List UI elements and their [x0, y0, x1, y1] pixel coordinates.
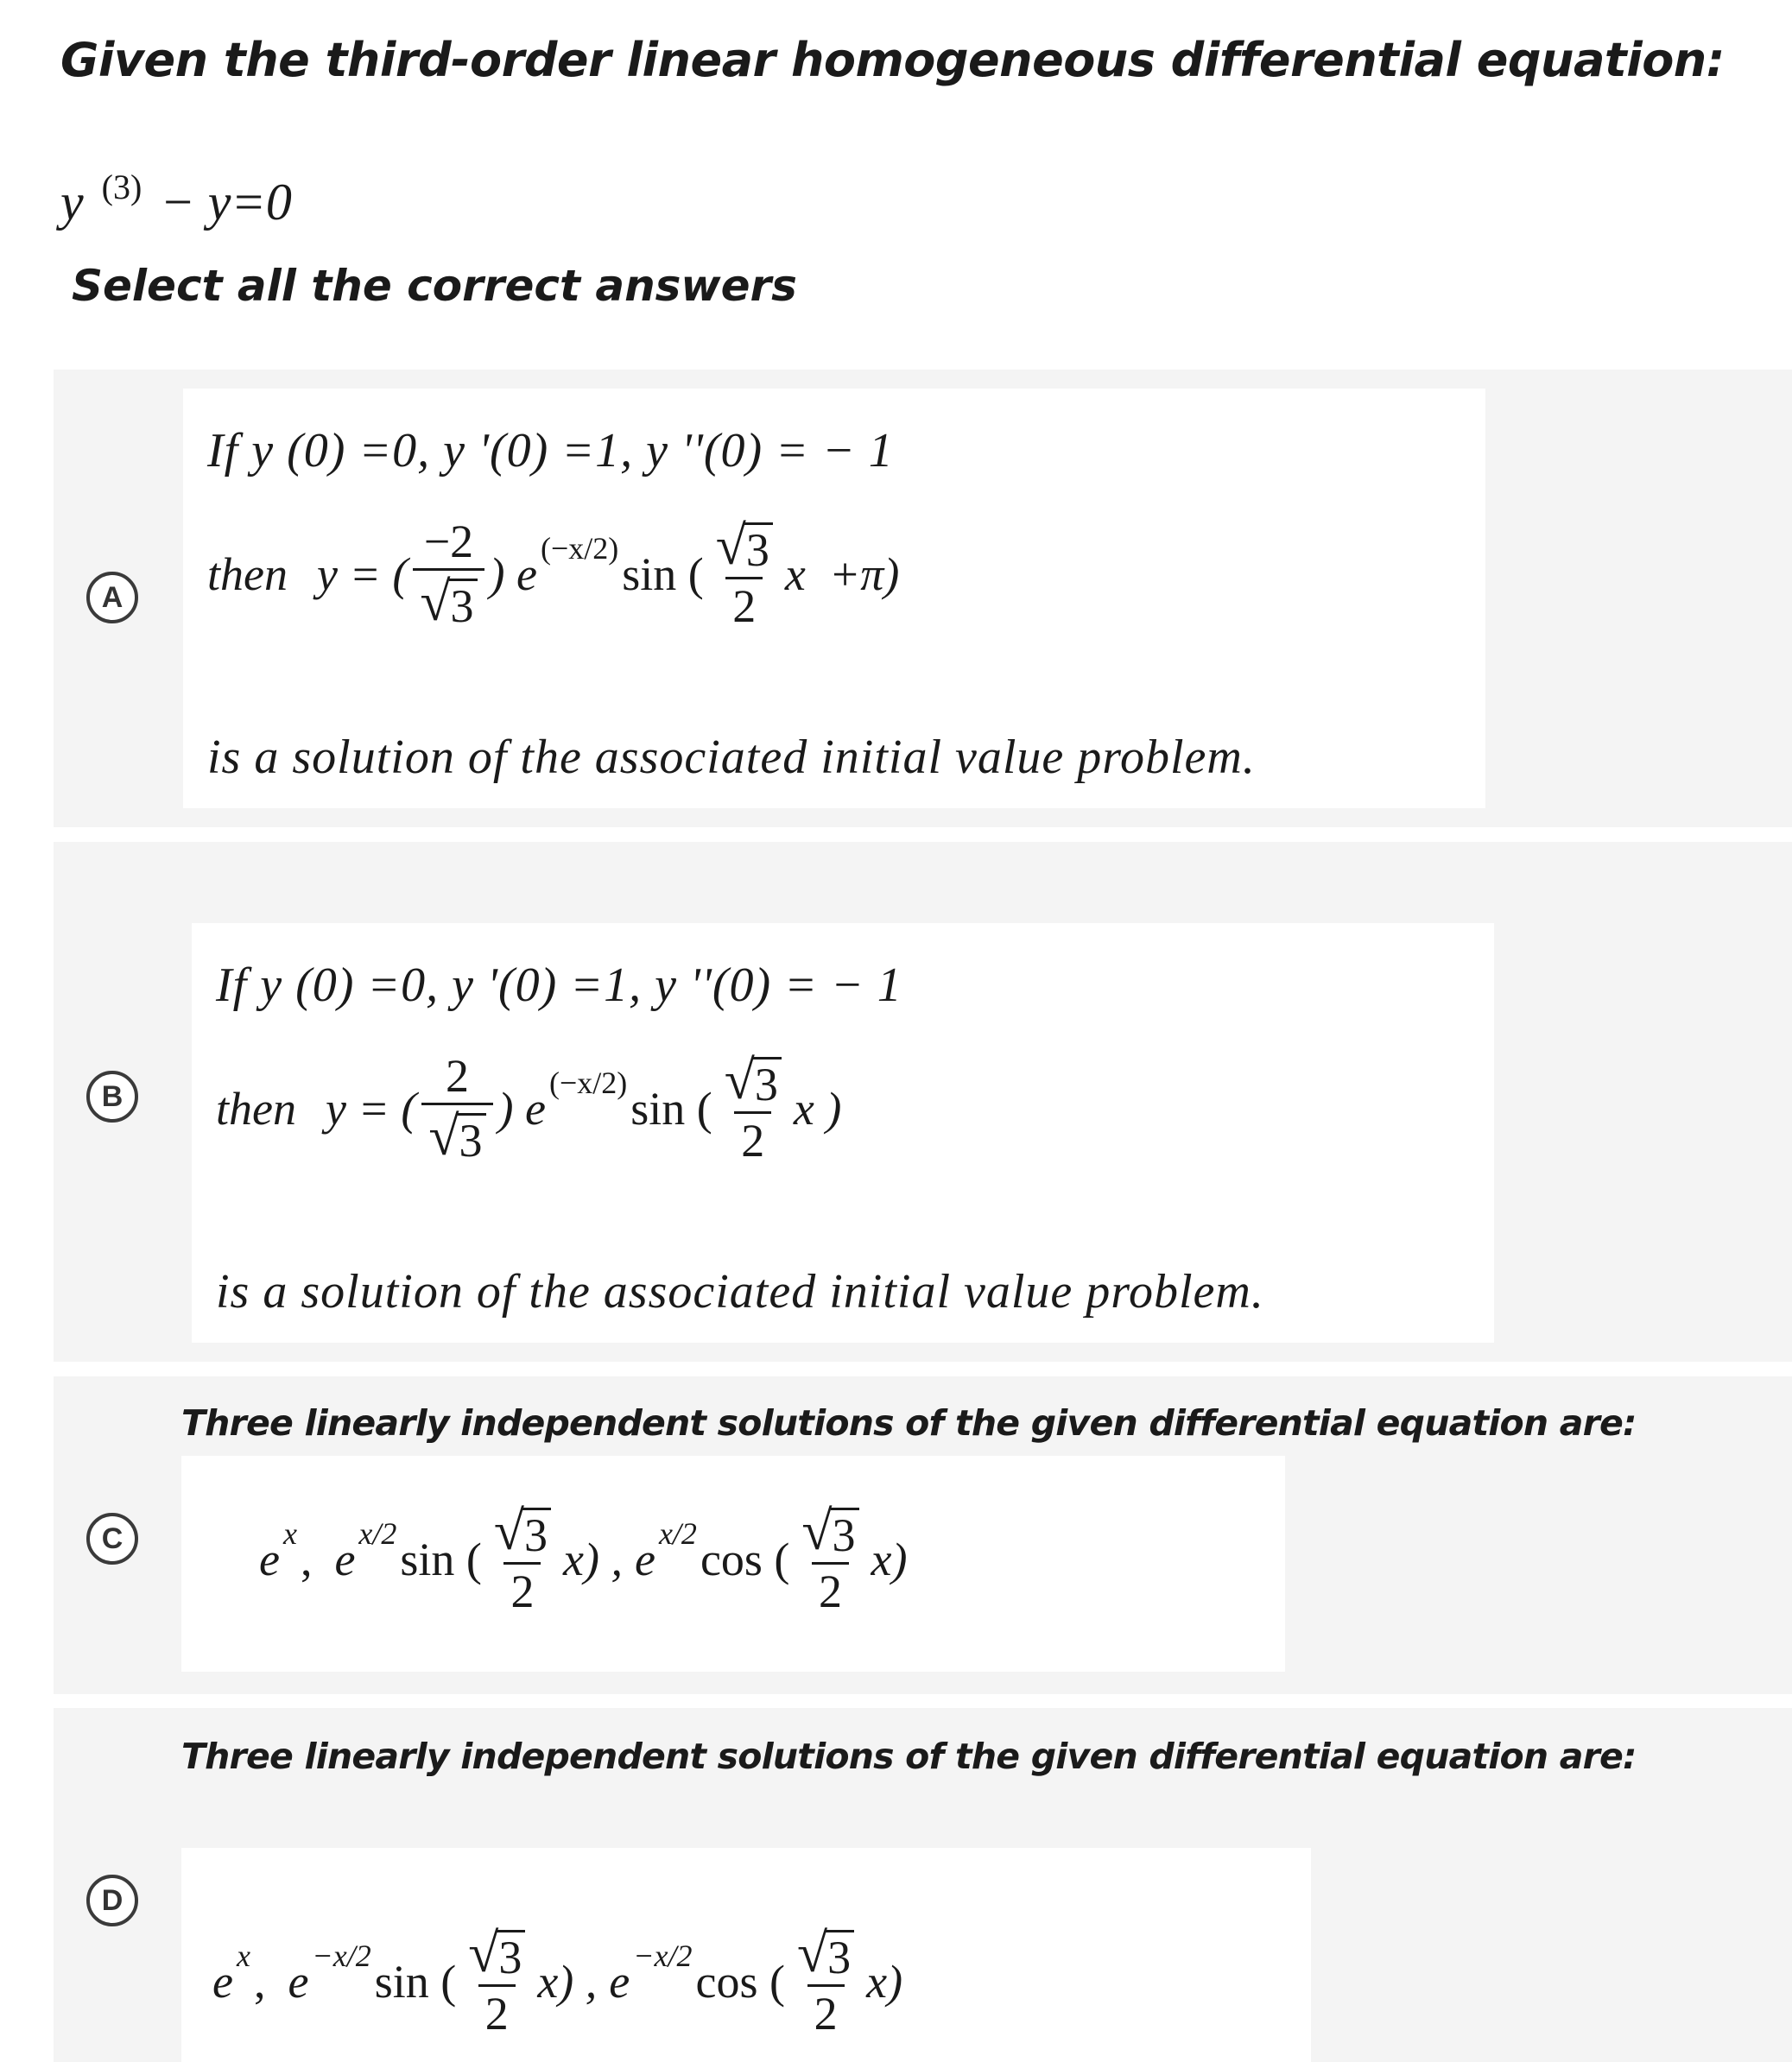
sin-tail: x) ,	[563, 1533, 623, 1585]
option-c-panel	[181, 1456, 1285, 1672]
instruction-text: Select all the correct answers	[72, 261, 797, 311]
option-b-condition: If y (0) =0, y '(0) =1, y ''(0) = − 1	[216, 958, 902, 1012]
exponent: (−x/2)	[540, 530, 619, 566]
sqrt-symbol: √	[428, 1105, 459, 1167]
separator: ,	[253, 1955, 266, 2008]
e-symbol: e	[259, 1533, 280, 1585]
coefficient-fraction	[421, 1050, 492, 1167]
then-word: then	[207, 547, 288, 600]
sin-function: sin (	[374, 1955, 457, 2008]
e-symbol: e	[212, 1955, 233, 2008]
sin-argument-fraction	[461, 1922, 532, 2040]
sqrt-symbol: √	[420, 571, 451, 632]
cos-tail: x)	[866, 1955, 903, 2008]
exponent-1: x	[282, 1515, 297, 1551]
fraction-numerator: 3	[522, 1508, 551, 1559]
fraction-numerator: 3	[831, 1508, 859, 1559]
exponent-3: x/2	[658, 1515, 697, 1551]
sin-function: sin (	[622, 547, 704, 600]
question-title: Given the third-order linear homogeneous differential equation:	[60, 33, 1725, 87]
e-symbol: e	[634, 1533, 655, 1585]
sqrt-symbol: √	[493, 1500, 525, 1561]
argument-tail: x )	[793, 1082, 842, 1135]
sin-function: sin (	[630, 1082, 712, 1135]
cos-argument-fraction	[795, 1500, 865, 1617]
option-a-condition: If y (0) =0, y '(0) =1, y ''(0) = − 1	[207, 424, 894, 478]
option-a-panel	[183, 389, 1485, 808]
fraction-denominator: 2	[807, 1984, 845, 2037]
argument-fraction	[718, 1049, 788, 1167]
sqrt-symbol: √	[797, 1922, 828, 1983]
option-c-intro: Three linearly independent solutions of the given differential equation are:	[181, 1402, 1637, 1444]
fraction-numerator: 3	[497, 1930, 525, 1981]
e-symbol: e	[334, 1533, 356, 1585]
option-d-intro: Three linearly independent solutions of the given differential equation are:	[181, 1736, 1637, 1777]
argument-fraction	[709, 515, 780, 632]
exp-base: ) e	[489, 547, 537, 600]
e-symbol: e	[288, 1955, 309, 2008]
sqrt-symbol: √	[724, 1049, 755, 1110]
argument-tail: x +π)	[784, 547, 900, 600]
exponent: (−x/2)	[548, 1065, 628, 1100]
argument-denominator: 2	[725, 577, 763, 629]
equation-rest: − y=0	[160, 174, 292, 231]
option-a[interactable]	[54, 370, 1792, 827]
exponent-3: −x/2	[633, 1938, 693, 1973]
fraction-denominator: 2	[812, 1562, 849, 1615]
option-a-conclusion: is a solution of the associated initial value problem.	[207, 731, 1256, 784]
sqrt-symbol: √	[715, 515, 746, 576]
differential-equation	[60, 168, 292, 232]
option-c-formula	[259, 1500, 908, 1617]
option-d-radio[interactable]: D	[86, 1875, 138, 1926]
fraction-denominator: 2	[503, 1562, 541, 1615]
option-c[interactable]	[54, 1376, 1792, 1694]
option-b-panel	[192, 923, 1494, 1343]
e-symbol: e	[609, 1955, 630, 2008]
option-c-radio[interactable]: C	[86, 1513, 138, 1565]
fraction-numerator: 3	[826, 1930, 854, 1981]
equation-y: y	[60, 174, 84, 231]
sin-tail: x) ,	[537, 1955, 598, 2008]
argument-numerator: 3	[744, 522, 773, 573]
option-b[interactable]	[54, 842, 1792, 1362]
coefficient-denominator: 3	[449, 579, 478, 629]
coefficient-denominator: 3	[458, 1113, 486, 1164]
coefficient-numerator: −2	[423, 516, 474, 567]
exponent-2: −x/2	[312, 1938, 371, 1973]
argument-denominator: 2	[734, 1111, 771, 1164]
option-d[interactable]	[54, 1708, 1792, 2062]
y-equals: y = (	[325, 1082, 417, 1135]
option-d-panel	[181, 1848, 1311, 2062]
separator: ,	[300, 1533, 313, 1585]
cos-function: cos (	[695, 1955, 785, 2008]
option-a-radio[interactable]: A	[86, 572, 138, 623]
exponent-1: x	[236, 1938, 250, 1973]
fraction-denominator: 2	[478, 1984, 516, 2037]
sqrt-symbol: √	[468, 1922, 499, 1983]
y-equals: y = (	[316, 547, 408, 600]
coefficient-numerator: 2	[445, 1050, 469, 1102]
cos-argument-fraction	[790, 1922, 861, 2040]
option-a-formula	[207, 515, 900, 632]
exponent-2: x/2	[358, 1515, 397, 1551]
then-word: then	[216, 1082, 296, 1135]
sin-argument-fraction	[487, 1500, 558, 1617]
option-d-formula	[212, 1922, 903, 2040]
argument-numerator: 3	[753, 1057, 782, 1108]
cos-tail: x)	[871, 1533, 908, 1585]
sqrt-symbol: √	[801, 1500, 833, 1561]
option-b-conclusion: is a solution of the associated initial value problem.	[216, 1265, 1264, 1319]
equation-order: (3)	[101, 168, 142, 206]
coefficient-fraction	[413, 516, 484, 632]
option-b-radio[interactable]: B	[86, 1071, 138, 1123]
cos-function: cos (	[700, 1533, 790, 1585]
exp-base: ) e	[497, 1082, 546, 1135]
option-b-formula	[216, 1049, 842, 1167]
sin-function: sin (	[400, 1533, 482, 1585]
